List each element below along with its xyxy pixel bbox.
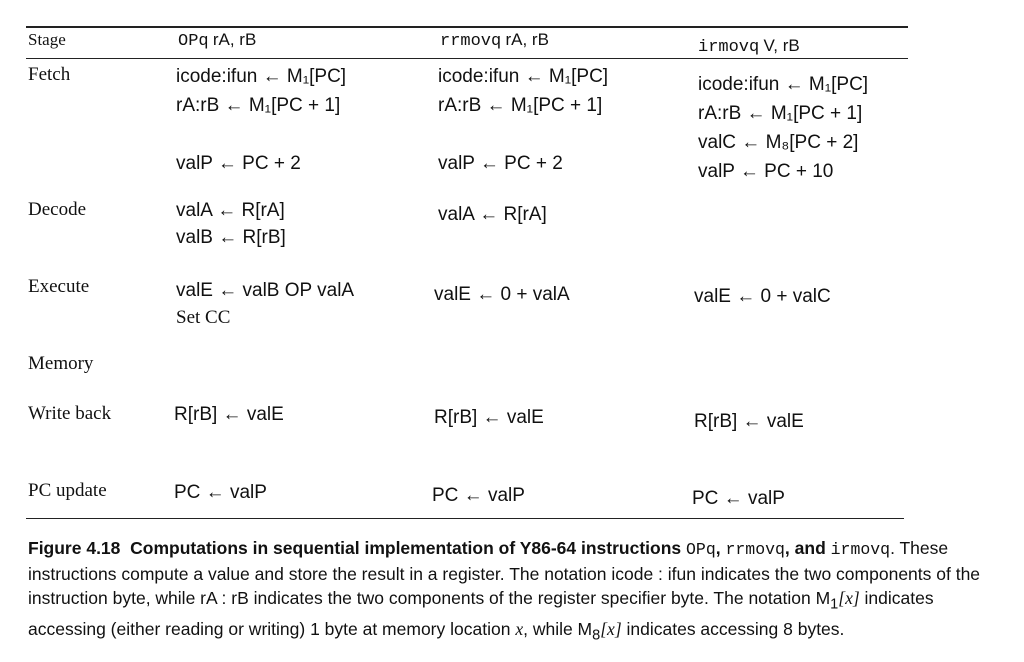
opq-decode-line: valA ← R[rA] (176, 200, 285, 221)
caption-code-irmovq: irmovq (830, 540, 891, 559)
header-opq-args: rA, rB (212, 30, 257, 49)
irmovq-fetch-line: rA:rB ← M₁[PC + 1] (698, 103, 863, 124)
caption-math: [x] (600, 618, 622, 639)
caption-subscript: 1 (830, 596, 839, 613)
header-stage: Stage (28, 30, 66, 49)
caption-text: indicates accessing 8 bytes. (621, 618, 845, 639)
table-header-rule (26, 58, 908, 59)
opq-fetch-line: icode:ifun ← M₁[PC] (176, 66, 347, 87)
rrmovq-fetch-line: valP ← PC + 2 (438, 153, 563, 174)
caption-separator: , and (784, 538, 826, 558)
opq-execute-cell (176, 277, 354, 331)
rrmovq-pc-update: PC ← valP (432, 485, 525, 506)
stage-fetch: Fetch (28, 64, 71, 85)
header-rrmovq-args: rA, rB (505, 30, 549, 49)
table-top-rule (26, 26, 908, 28)
header-opq-mnemonic: OPq (178, 32, 209, 51)
figure-title: Computations in sequential implementation of Y86-64 instructions (130, 538, 682, 558)
irmovq-fetch-line: icode:ifun ← M₁[PC] (698, 74, 869, 95)
header-irmovq-mnemonic: irmovq (698, 38, 760, 57)
opq-fetch-line: rA:rB ← M₁[PC + 1] (176, 95, 341, 116)
opq-pc-update: PC ← valP (174, 482, 267, 503)
stage-pc-update: PC update (28, 480, 107, 501)
rrmovq-execute-cell (434, 280, 570, 309)
caption-code-opq: OPq (686, 540, 716, 559)
rrmovq-fetch-line: icode:ifun ← M₁[PC] (438, 66, 609, 87)
caption-text: , while M (523, 618, 593, 639)
irmovq-execute-line: valE ← 0 + valC (694, 286, 831, 307)
rrmovq-fetch-cell (438, 62, 608, 178)
figure-number: Figure 4.18 (28, 538, 121, 558)
irmovq-execute-cell (694, 282, 831, 311)
stage-memory: Memory (28, 353, 94, 374)
irmovq-fetch-line: valP ← PC + 10 (698, 161, 834, 182)
irmovq-write-back: R[rB] ← valE (694, 411, 804, 432)
opq-execute-line: valE ← valB OP valA (176, 280, 355, 301)
header-rrmovq-mnemonic: rrmovq (440, 32, 502, 51)
header-rrmovq (440, 30, 549, 51)
rrmovq-execute-line: valE ← 0 + valA (434, 284, 570, 305)
irmovq-pc-update: PC ← valP (692, 488, 785, 509)
caption-separator: , (715, 538, 721, 558)
opq-write-back: R[rB] ← valE (174, 404, 284, 425)
caption-code-rrmovq: rrmovq (725, 540, 785, 559)
header-irmovq (698, 36, 800, 57)
header-opq (178, 30, 256, 51)
rrmovq-decode-line: valA ← R[rA] (438, 204, 547, 225)
caption-math: [x] (838, 588, 860, 608)
irmovq-fetch-cell (698, 70, 868, 186)
opq-fetch-cell (176, 62, 346, 178)
header-irmovq-args: V, rB (763, 36, 800, 55)
caption-text: indicates accessing (either reading or writing) 1 byte at memory location (28, 588, 934, 639)
opq-execute-line: Set CC (176, 307, 231, 328)
caption-math: x (515, 618, 524, 639)
opq-decode-line: valB ← R[rB] (176, 227, 286, 248)
opq-fetch-line: valP ← PC + 2 (176, 153, 301, 174)
stage-write-back: Write back (28, 403, 112, 424)
rrmovq-decode-cell (438, 200, 547, 229)
stage-decode: Decode (28, 199, 87, 220)
table-bottom-rule (26, 518, 904, 519)
rrmovq-fetch-line (438, 120, 608, 149)
figure-caption (28, 536, 988, 647)
opq-decode-cell (176, 197, 286, 251)
caption-text: . These instructions compute a value and store the result in a register. The notation icode : ifun indicates the two components of the instruction byte, while rA : rB indicates the two components of the register specifier byte. The notation M (28, 538, 981, 608)
rrmovq-write-back: R[rB] ← valE (434, 407, 544, 428)
stage-execute: Execute (28, 276, 90, 297)
irmovq-fetch-line: valC ← M₈[PC + 2] (698, 132, 859, 153)
rrmovq-fetch-line: rA:rB ← M₁[PC + 1] (438, 95, 603, 116)
opq-fetch-line (176, 120, 346, 149)
caption-subscript: 8 (592, 627, 601, 643)
